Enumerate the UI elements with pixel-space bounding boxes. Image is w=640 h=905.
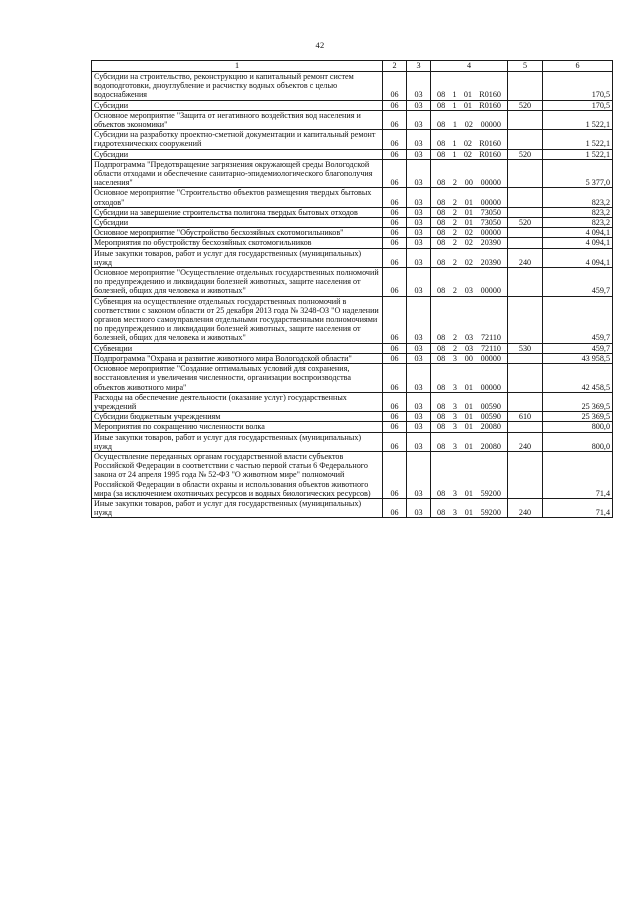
- code-part: 00000: [480, 286, 501, 296]
- subsection-code: 03: [407, 268, 431, 297]
- target-article-code: [431, 268, 508, 297]
- code-part: 01: [464, 488, 473, 498]
- amount: 823,2: [543, 207, 613, 217]
- code-part: 08: [437, 353, 446, 363]
- expense-type-code: [508, 422, 543, 432]
- expense-type-code: [508, 353, 543, 363]
- code-part: 03: [464, 343, 474, 353]
- target-article-code: [431, 432, 508, 451]
- code-part: 2: [453, 333, 458, 343]
- code-part: 3: [452, 382, 457, 392]
- expense-type-code: [508, 364, 543, 393]
- subsection-code: 03: [407, 110, 431, 129]
- expense-type-code: [508, 207, 543, 217]
- code-part: 1: [452, 100, 457, 110]
- expense-type-code: 240: [508, 498, 543, 517]
- amount: 1 522,1: [543, 110, 613, 129]
- subsection-code: 03: [407, 72, 431, 101]
- expense-type-code: [508, 188, 543, 207]
- subsection-code: 03: [407, 353, 431, 363]
- item-name: Мероприятия по обустройству бесхозяйных скотомогильников: [92, 238, 383, 248]
- subsection-code: 03: [407, 432, 431, 451]
- target-article-code: [431, 392, 508, 411]
- code-part: 02: [464, 120, 473, 130]
- code-parts: [433, 402, 505, 411]
- code-part: R0160: [479, 149, 501, 159]
- section-code: 06: [383, 188, 407, 207]
- section-code: 06: [383, 392, 407, 411]
- target-article-code: [431, 412, 508, 422]
- code-part: 00000: [480, 228, 501, 238]
- code-part: 01: [464, 382, 473, 392]
- code-part: 3: [452, 353, 457, 363]
- section-code: 06: [383, 353, 407, 363]
- section-code: 06: [383, 296, 407, 343]
- table-row: [92, 343, 613, 353]
- code-part: 01: [464, 422, 473, 432]
- subsection-code: 03: [407, 207, 431, 217]
- expense-type-code: 530: [508, 343, 543, 353]
- target-article-code: [431, 364, 508, 393]
- target-article-code: [431, 422, 508, 432]
- expense-type-code: [508, 130, 543, 149]
- table-row: [92, 149, 613, 159]
- header-cell: 1: [92, 61, 383, 72]
- code-part: 08: [437, 333, 446, 343]
- code-part: 01: [464, 207, 473, 217]
- code-part: 1: [452, 90, 457, 100]
- subsection-code: 03: [407, 149, 431, 159]
- item-name: Основное мероприятие "Защита от негативного воздействия вод населения и объектов экономики": [92, 110, 383, 129]
- table-row: [92, 364, 613, 393]
- code-parts: [433, 120, 505, 129]
- code-part: 01: [464, 508, 473, 518]
- section-code: 06: [383, 159, 407, 188]
- table-row: [92, 353, 613, 363]
- section-code: 06: [383, 432, 407, 451]
- table-row: [92, 130, 613, 149]
- code-part: 02: [464, 238, 473, 248]
- section-code: 06: [383, 343, 407, 353]
- amount: 4 094,1: [543, 248, 613, 267]
- code-part: 08: [437, 422, 446, 432]
- code-part: 08: [437, 120, 446, 130]
- amount: 459,7: [543, 268, 613, 297]
- subsection-code: 03: [407, 238, 431, 248]
- item-name: Расходы на обеспечение деятельности (оказание услуг) государственных учреждений: [92, 392, 383, 411]
- header-cell: 2: [383, 61, 407, 72]
- code-part: 08: [437, 286, 446, 296]
- section-code: 06: [383, 451, 407, 498]
- expense-type-code: [508, 72, 543, 101]
- code-parts: [433, 208, 505, 217]
- code-parts: [433, 383, 505, 392]
- code-part: 3: [452, 508, 457, 518]
- code-part: 08: [437, 139, 446, 149]
- target-article-code: [431, 228, 508, 238]
- expense-type-code: [508, 110, 543, 129]
- subsection-code: 03: [407, 498, 431, 517]
- expense-type-code: [508, 268, 543, 297]
- code-parts: [433, 422, 505, 431]
- code-part: 2: [453, 343, 458, 353]
- code-parts: [433, 238, 505, 247]
- code-part: 08: [437, 218, 446, 228]
- target-article-code: [431, 100, 508, 110]
- code-part: 08: [437, 488, 446, 498]
- code-part: 00: [464, 178, 473, 188]
- code-part: 08: [437, 178, 446, 188]
- expense-type-code: [508, 238, 543, 248]
- code-part: 2: [452, 228, 457, 238]
- item-name: Основное мероприятие "Обустройство бесхозяйных скотомогильников": [92, 228, 383, 238]
- code-part: 3: [452, 488, 457, 498]
- budget-table: [91, 60, 613, 518]
- amount: 4 094,1: [543, 228, 613, 238]
- item-name: Субсидии на строительство, реконструкцию и капитальный ремонт систем водоподготовки, дноуглубление и расчистку водных объектов с целью водоснабжения: [92, 72, 383, 101]
- code-part: 01: [464, 441, 473, 451]
- subsection-code: 03: [407, 100, 431, 110]
- target-article-code: [431, 110, 508, 129]
- subsection-code: 03: [407, 451, 431, 498]
- section-code: 06: [383, 130, 407, 149]
- target-article-code: [431, 353, 508, 363]
- item-name: Субсидии: [92, 218, 383, 228]
- code-parts: [433, 198, 505, 207]
- amount: 71,4: [543, 451, 613, 498]
- code-part: 01: [463, 90, 472, 100]
- table-row: [92, 498, 613, 517]
- code-part: 08: [437, 382, 446, 392]
- section-code: 06: [383, 72, 407, 101]
- code-part: 03: [464, 286, 473, 296]
- code-part: 2: [452, 257, 457, 267]
- code-part: R0160: [479, 139, 501, 149]
- section-code: 06: [383, 268, 407, 297]
- header-cell: 3: [407, 61, 431, 72]
- table-row: [92, 248, 613, 267]
- code-parts: [433, 139, 505, 148]
- table-row: [92, 100, 613, 110]
- code-part: 00000: [480, 382, 501, 392]
- code-part: 2: [452, 238, 457, 248]
- target-article-code: [431, 130, 508, 149]
- code-parts: [433, 286, 505, 295]
- code-part: 2: [452, 286, 457, 296]
- amount: 5 377,0: [543, 159, 613, 188]
- table-row: [92, 268, 613, 297]
- target-article-code: [431, 207, 508, 217]
- table-row: [92, 392, 613, 411]
- expense-type-code: 520: [508, 100, 543, 110]
- subsection-code: 03: [407, 218, 431, 228]
- subsection-code: 03: [407, 412, 431, 422]
- target-article-code: [431, 218, 508, 228]
- item-name: Субвенции: [92, 343, 383, 353]
- code-parts: [433, 101, 505, 110]
- code-part: 00000: [480, 197, 501, 207]
- code-part: 01: [464, 218, 473, 228]
- code-part: 08: [437, 238, 446, 248]
- item-name: Субсидии бюджетным учреждениям: [92, 412, 383, 422]
- code-parts: [433, 442, 505, 451]
- code-part: R0160: [479, 90, 501, 100]
- code-part: 02: [463, 149, 472, 159]
- code-parts: [433, 90, 505, 99]
- subsection-code: 03: [407, 392, 431, 411]
- code-parts: [433, 258, 505, 267]
- expense-type-code: [508, 228, 543, 238]
- target-article-code: [431, 451, 508, 498]
- amount: 1 522,1: [543, 149, 613, 159]
- code-part: 08: [437, 149, 446, 159]
- code-parts: [433, 508, 505, 517]
- target-article-code: [431, 498, 508, 517]
- code-part: 1: [452, 120, 457, 130]
- subsection-code: 03: [407, 130, 431, 149]
- code-part: 08: [437, 441, 446, 451]
- expense-type-code: 520: [508, 218, 543, 228]
- code-parts: [433, 344, 505, 353]
- code-parts: [433, 354, 505, 363]
- code-part: 20080: [480, 422, 501, 432]
- amount: 800,0: [543, 432, 613, 451]
- section-code: 06: [383, 149, 407, 159]
- page-number: 42: [315, 40, 325, 50]
- code-part: 1: [452, 149, 457, 159]
- code-part: 08: [437, 508, 446, 518]
- table-row: [92, 422, 613, 432]
- code-part: 01: [464, 401, 473, 411]
- code-part: 08: [437, 343, 446, 353]
- table-row: [92, 412, 613, 422]
- amount: 800,0: [543, 422, 613, 432]
- code-parts: [433, 218, 505, 227]
- item-name: Подпрограмма "Предотвращение загрязнения окружающей среды Вологодской области отходами и обеспечение санитарно-эпидемиологического благополучия населения": [92, 159, 383, 188]
- code-part: 59200: [480, 508, 501, 518]
- table-row: [92, 432, 613, 451]
- subsection-code: 03: [407, 364, 431, 393]
- code-part: 73050: [480, 207, 501, 217]
- table-row: [92, 451, 613, 498]
- expense-type-code: 520: [508, 149, 543, 159]
- header-cell: 4: [431, 61, 508, 72]
- amount: 25 369,5: [543, 412, 613, 422]
- code-parts: [433, 489, 505, 498]
- section-code: 06: [383, 207, 407, 217]
- target-article-code: [431, 72, 508, 101]
- header-cell: 6: [543, 61, 613, 72]
- expense-type-code: [508, 451, 543, 498]
- item-name: Субсидии на разработку проектно-сметной документации и капитальный ремонт гидротехнических сооружений: [92, 130, 383, 149]
- code-part: 20390: [480, 257, 501, 267]
- code-part: 2: [452, 178, 457, 188]
- code-part: 72110: [480, 333, 501, 343]
- code-part: 00590: [480, 412, 501, 422]
- amount: 823,2: [543, 188, 613, 207]
- code-part: 3: [452, 422, 457, 432]
- amount: 42 458,5: [543, 364, 613, 393]
- code-part: 00000: [480, 120, 501, 130]
- section-code: 06: [383, 498, 407, 517]
- amount: 1 522,1: [543, 130, 613, 149]
- item-name: Осуществление переданных органам государственной власти субъектов Российской Федерации в соответствии с частью первой статьи 6 Федерального закона от 24 апреля 1995 года № 52-ФЗ "О животном мире" полномочий Российской Федерации в области охраны и использования объектов животного мира (за исключением охотничьих ресурсов и водных биологических ресурсов): [92, 451, 383, 498]
- code-part: 3: [452, 441, 457, 451]
- subsection-code: 03: [407, 296, 431, 343]
- code-part: 00000: [480, 353, 501, 363]
- code-part: 2: [452, 218, 457, 228]
- code-part: 08: [437, 207, 446, 217]
- code-part: 08: [437, 228, 446, 238]
- target-article-code: [431, 296, 508, 343]
- table-row: [92, 188, 613, 207]
- amount: 459,7: [543, 343, 613, 353]
- section-code: 06: [383, 412, 407, 422]
- section-code: 06: [383, 218, 407, 228]
- code-part: 01: [464, 412, 473, 422]
- target-article-code: [431, 248, 508, 267]
- code-part: 08: [437, 257, 446, 267]
- expense-type-code: 240: [508, 432, 543, 451]
- code-part: 08: [437, 401, 446, 411]
- table-row: [92, 218, 613, 228]
- subsection-code: 03: [407, 188, 431, 207]
- item-name: Субвенция на осуществление отдельных государственных полномочий в соответствии с законом области от 25 декабря 2013 года № 3248-ОЗ "О наделении органов местного самоуправления отдельными государственными полномочиями по предупреждению и ликвидации болезней животных, защите населения от болезней, общих для человека и животных": [92, 296, 383, 343]
- code-part: 01: [464, 197, 473, 207]
- code-parts: [433, 333, 505, 342]
- section-code: 06: [383, 100, 407, 110]
- code-part: 03: [464, 333, 474, 343]
- code-part: 02: [463, 139, 472, 149]
- amount: 823,2: [543, 218, 613, 228]
- item-name: Основное мероприятие "Создание оптимальных условий для сохранения, восстановления и увеличения численности, организации воспроизводства объектов животного мира": [92, 364, 383, 393]
- section-code: 06: [383, 228, 407, 238]
- item-name: Мероприятия по сокращению численности волка: [92, 422, 383, 432]
- section-code: 06: [383, 110, 407, 129]
- code-part: 08: [437, 100, 446, 110]
- code-part: 08: [437, 90, 446, 100]
- item-name: Иные закупки товаров, работ и услуг для государственных (муниципальных) нужд: [92, 248, 383, 267]
- section-code: 06: [383, 422, 407, 432]
- header-row: [92, 61, 613, 72]
- table-row: [92, 110, 613, 129]
- code-part: 72110: [480, 343, 501, 353]
- subsection-code: 03: [407, 228, 431, 238]
- item-name: Подпрограмма "Охрана и развитие животного мира Вологодской области": [92, 353, 383, 363]
- code-parts: [433, 178, 505, 187]
- expense-type-code: [508, 392, 543, 411]
- item-name: Субсидии: [92, 149, 383, 159]
- target-article-code: [431, 159, 508, 188]
- table-row: [92, 72, 613, 101]
- code-part: 3: [452, 401, 457, 411]
- code-part: 2: [452, 197, 457, 207]
- code-part: 00000: [480, 178, 501, 188]
- code-part: 20080: [480, 441, 501, 451]
- code-part: 00: [464, 353, 473, 363]
- amount: 170,5: [543, 72, 613, 101]
- code-part: 08: [437, 412, 446, 422]
- item-name: Основное мероприятие "Строительство объектов размещения твердых бытовых отходов": [92, 188, 383, 207]
- code-part: 02: [464, 257, 473, 267]
- subsection-code: 03: [407, 159, 431, 188]
- code-part: 02: [464, 228, 473, 238]
- code-part: 59200: [480, 488, 501, 498]
- code-part: 73050: [480, 218, 501, 228]
- table-row: [92, 238, 613, 248]
- section-code: 06: [383, 248, 407, 267]
- amount: 25 369,5: [543, 392, 613, 411]
- expense-type-code: [508, 296, 543, 343]
- item-name: Субсидии на завершение строительства полигона твердых бытовых отходов: [92, 207, 383, 217]
- amount: 459,7: [543, 296, 613, 343]
- section-code: 06: [383, 364, 407, 393]
- code-part: 08: [437, 197, 446, 207]
- table-body: [92, 72, 613, 518]
- expense-type-code: 240: [508, 248, 543, 267]
- amount: 71,4: [543, 498, 613, 517]
- table-row: [92, 296, 613, 343]
- target-article-code: [431, 149, 508, 159]
- code-parts: [433, 150, 505, 159]
- table-row: [92, 207, 613, 217]
- code-part: 2: [452, 207, 457, 217]
- subsection-code: 03: [407, 343, 431, 353]
- section-code: 06: [383, 238, 407, 248]
- code-part: R0160: [479, 100, 501, 110]
- header-cell: 5: [508, 61, 543, 72]
- code-parts: [433, 412, 505, 421]
- table-row: [92, 228, 613, 238]
- subsection-code: 03: [407, 248, 431, 267]
- amount: 43 958,5: [543, 353, 613, 363]
- code-part: 20390: [480, 238, 501, 248]
- item-name: Иные закупки товаров, работ и услуг для государственных (муниципальных) нужд: [92, 432, 383, 451]
- code-part: 1: [452, 139, 457, 149]
- code-part: 00590: [480, 401, 501, 411]
- target-article-code: [431, 238, 508, 248]
- target-article-code: [431, 188, 508, 207]
- code-part: 3: [452, 412, 457, 422]
- item-name: Основное мероприятие "Осуществление отдельных государственных полномочий по предупреждению и ликвидации болезней животных, защите населения от болезней, общих для человека и животных": [92, 268, 383, 297]
- target-article-code: [431, 343, 508, 353]
- subsection-code: 03: [407, 422, 431, 432]
- code-parts: [433, 228, 505, 237]
- expense-type-code: [508, 159, 543, 188]
- code-part: 01: [463, 100, 472, 110]
- amount: 4 094,1: [543, 238, 613, 248]
- item-name: Субсидии: [92, 100, 383, 110]
- item-name: Иные закупки товаров, работ и услуг для государственных (муниципальных) нужд: [92, 498, 383, 517]
- amount: 170,5: [543, 100, 613, 110]
- table-row: [92, 159, 613, 188]
- expense-type-code: 610: [508, 412, 543, 422]
